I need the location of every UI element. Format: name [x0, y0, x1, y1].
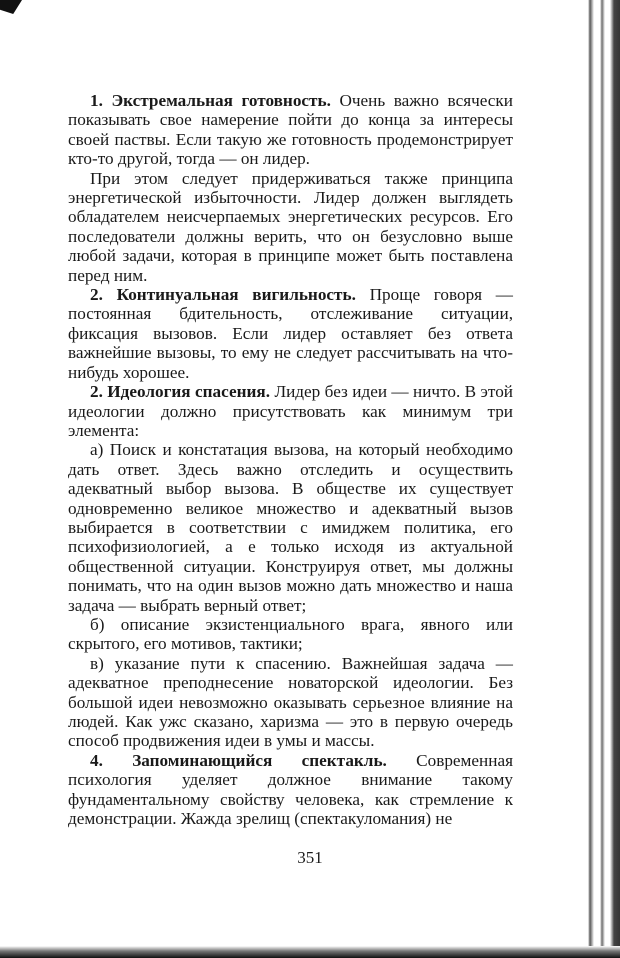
section-heading: 4. Запоминающийся спектакль. — [90, 750, 387, 770]
page-body — [68, 91, 513, 828]
paragraph-text: в) указание пути к спасению. Важнейшая задача — адекватное преподнесение новаторской идеологии. Без большой идеи невозможно оказывать серьезное влияние на людей. Как ужс сказано, харизма — это в первую очередь способ продвижения идеи в умы и массы. — [68, 653, 513, 751]
paragraph-text: а) Поиск и констатация вызова, на который необходимо дать ответ. Здесь важно отследить и осуществить адекватный выбор вызова. В обществе их существует одновременно великое множество и адекватный вызов выбирается в соответствии с имиджем политика, его психофизиологией, а е только исходя из актуальной общественной ситуации. Конструируя ответ, мы должны понимать, что на один вызов можно дать множество и наша задача — выбрать верный ответ; — [68, 440, 513, 615]
section-heading: 2. Идеология спасения. — [90, 382, 271, 402]
paragraph-text: Лидер без идеи — ничто. В этой идеологии должно присутствовать как минимум три элемента: — [68, 382, 514, 440]
list-item — [68, 440, 513, 615]
paragraph-text: Очень важно всячески показывать свое намерение пойти до конца за интересы своей паствы. Если такую же готовность продемонстрирует кто-то другой, тогда — он лидер. — [68, 91, 513, 169]
paragraph — [68, 91, 513, 169]
paragraph-text: При этом следует придерживаться также принципа энергетической избыточности. Лидер должен выглядеть обладателем неисчерпаемых энергетических ресурсов. Его последователи должны верить, что он безусловно выше любой задачи, которая в принципе может быть поставлена перед ним. — [68, 168, 513, 285]
scan-edge-shadow-right — [574, 0, 620, 958]
paragraph-text: Современная психология уделяет должное внимание такому фундаментальному свойству человека, как стремление к демонстрации. Жажда зрелищ (спектакуломания) не — [68, 750, 513, 829]
paragraph — [68, 285, 513, 382]
section-heading: 2. Континуальная вигильность. — [90, 285, 356, 305]
paragraph-text: б) описание экзистенциального врага, явного или скрытого, его мотивов, тактики; — [68, 614, 513, 654]
list-item — [68, 615, 513, 654]
paragraph — [68, 169, 513, 285]
scan-edge-shadow-bottom — [0, 946, 620, 958]
section-heading: 1. Экстремальная готовность. — [90, 91, 331, 110]
paragraph — [68, 382, 513, 440]
page-number: 351 — [297, 848, 323, 867]
paragraph-text: Проще говоря — постоянная бдительность, отслеживание ситуации, фиксация вызовов. Если лидер оставляет без ответа важнейшие вызовы, то ему не следует рассчитывать на что-нибудь хорошее. — [68, 285, 513, 382]
scan-edge-shadow-top — [0, 0, 22, 14]
paragraph — [68, 751, 513, 829]
list-item — [68, 654, 513, 751]
